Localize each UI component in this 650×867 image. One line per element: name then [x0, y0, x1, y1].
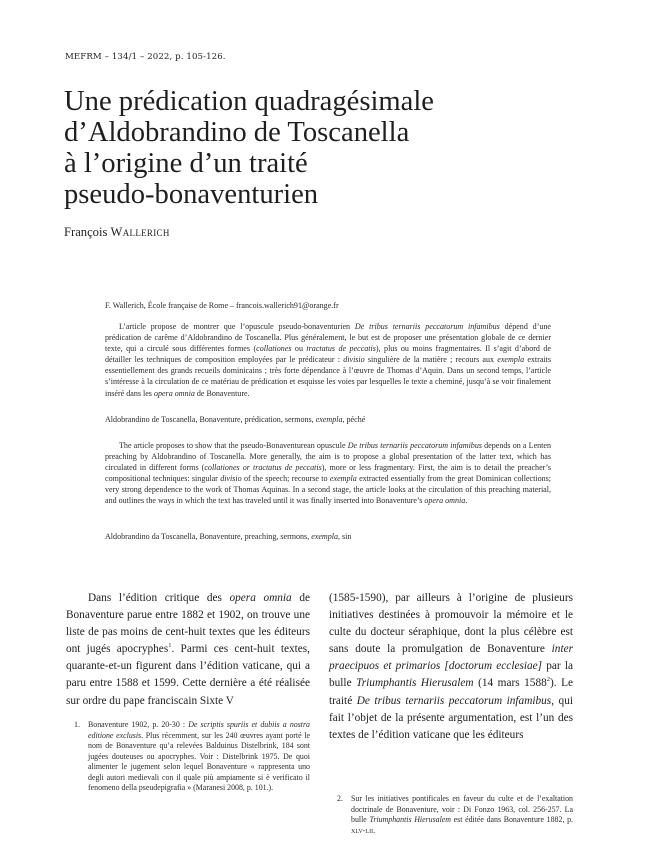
author-name: [64, 225, 170, 240]
body-text-left-column: Dans l’édition critique des opera omnia de Bonaventure parue entre 1882 et 1902, on trouve une liste de pas moins de cent-huit textes que les éditeurs ont jugés apocryphes$^1$. Parmi ces cent-huit textes, quarante-et-un figurent dans l’édition vaticane, qui a paru entre 1588 et 1599. Cette dernière a été réalisée sur ordre du pape franciscain Sixte V: [66, 592, 311, 707]
title-line-2: d’Aldobrandino de Toscanella: [64, 117, 410, 148]
body-text-right-column: (1585-1590), par ailleurs à l’origine de plusieurs initiatives destinées à promouvoir la mémoire et le culte du docteur séraphique, dont la plus célèbre est sans doute la promulgation de Bonaventure inter praecipuos et primarios [doctorum ecclesiae] par la bulle Triumphantis Hierusalem (14 mars 1588$^2$). Le traité De tribus ternariis peccatorum infamibus, qui fait l’objet de la présente argumentation, est l’un des textes de l’édition vaticane que les éditeurs: [329, 592, 574, 741]
author-first-name: François: [64, 225, 108, 239]
running-head: MEFRM – 134/1 – 2022, p. 105-126.: [65, 52, 226, 62]
title-line-3: à l’origine d’un traité: [64, 148, 308, 179]
article-title: [64, 86, 584, 210]
footnote-ref-2[interactable]: 2: [546, 676, 550, 684]
abstract-english: The article proposes to show that the pseudo-Bonaventurean opuscule De tribus ternariis peccatorum infamibus depends on a Lenten preaching by Aldobrandino of Toscanella. More generally, the aim is to propose a global presentation of the latter text, which has circulated in different forms (collationes or tractatus de peccatis), more or less fragmentary. First, the aim is to detail the preacher’s compositional techniques: singular divisio of the speech; recourse to exempla extracted essentially from the great Dominican collections; very strong dependence to the work of Thomas Aquinas. In a second stage, the article looks at the circulation of this preaching material, and outlines the ways in which the text has traveled until it was finally inserted into Bonaventure’s opera omnia.: [105, 441, 551, 506]
footnote-number: 2.: [337, 794, 343, 803]
abstract-french: L’article propose de montrer que l’opuscule pseudo-bonaventurien De tribus ternariis peccatorum infamibus dépend d’une prédication de carême d’Aldobrandino de Toscanella. Plus généralement, le but est de proposer une présentation globale de ce dernier texte, qui a circulé sous différentes formes (collationes ou tractatus de peccatis), plus ou moins fragmentaires. Il s’agit d’abord de détailler les techniques de composition employées par le prédicateur : divisio singulière de la matière ; recours aux exempla extraits essentiellement des grands recueils dominicains ; très forte dépendance à l’œuvre de Thomas d’Aquin. Dans un second temps, l’article s’intéresse à la circulation de ce matériau de prédication et esquisse les voies par lesquelles le texte a cheminé, jusqu’à se voir finalement inséré dans les opera omnia de Bonaventure.: [105, 322, 552, 398]
title-line-4: pseudo-bonaventurien: [64, 179, 319, 210]
footnote-number: 1.: [74, 720, 80, 729]
footnote-1: 1. Bonaventure 1902, p. 20-30 : De scriptis spuriis et dubiis a nostra editione exclusis. Plus récemment, sur les 240 œuvres ayant porté le nom de Bonaventure qu’a relevées Balduinus Distelbrink, 184 sont jugées douteuses ou apocryphes. Voir : Distelbrink 1975. De quoi alimenter le jugement selon lequel Bonaventure « rappresenta uno degli autori medievali con il quale più ampiamente si è verificato il fenomeno della pseudepigrafia » (Maranesi 2008, p. 101.).: [74, 720, 310, 792]
keywords-french: Aldobrandino de Toscanella, Bonaventure, prédication, sermons, exempla, péché: [105, 415, 366, 424]
keywords-english: Aldobrandino da Toscanella, Bonaventure, preaching, sermons, exempla, sin: [105, 532, 352, 541]
footnote-ref-1[interactable]: 1: [168, 642, 172, 650]
title-line-1: Une prédication quadragésimale: [64, 86, 434, 117]
footnote-2: 2. Sur les initiatives pontificales en faveur du culte et de l’exaltation doctrinale de Bonaventure, voir : Di Fonzo 1963, col. 256-257. La bulle Triumphantis Hierusalem est éditée dans Bonaventure 1882, p. xlv-lii.: [337, 794, 573, 835]
author-affiliation: F. Wallerich, École française de Rome – francois.wallerich91@orange.fr: [105, 301, 339, 310]
author-last-name: Wallerich: [110, 225, 170, 239]
